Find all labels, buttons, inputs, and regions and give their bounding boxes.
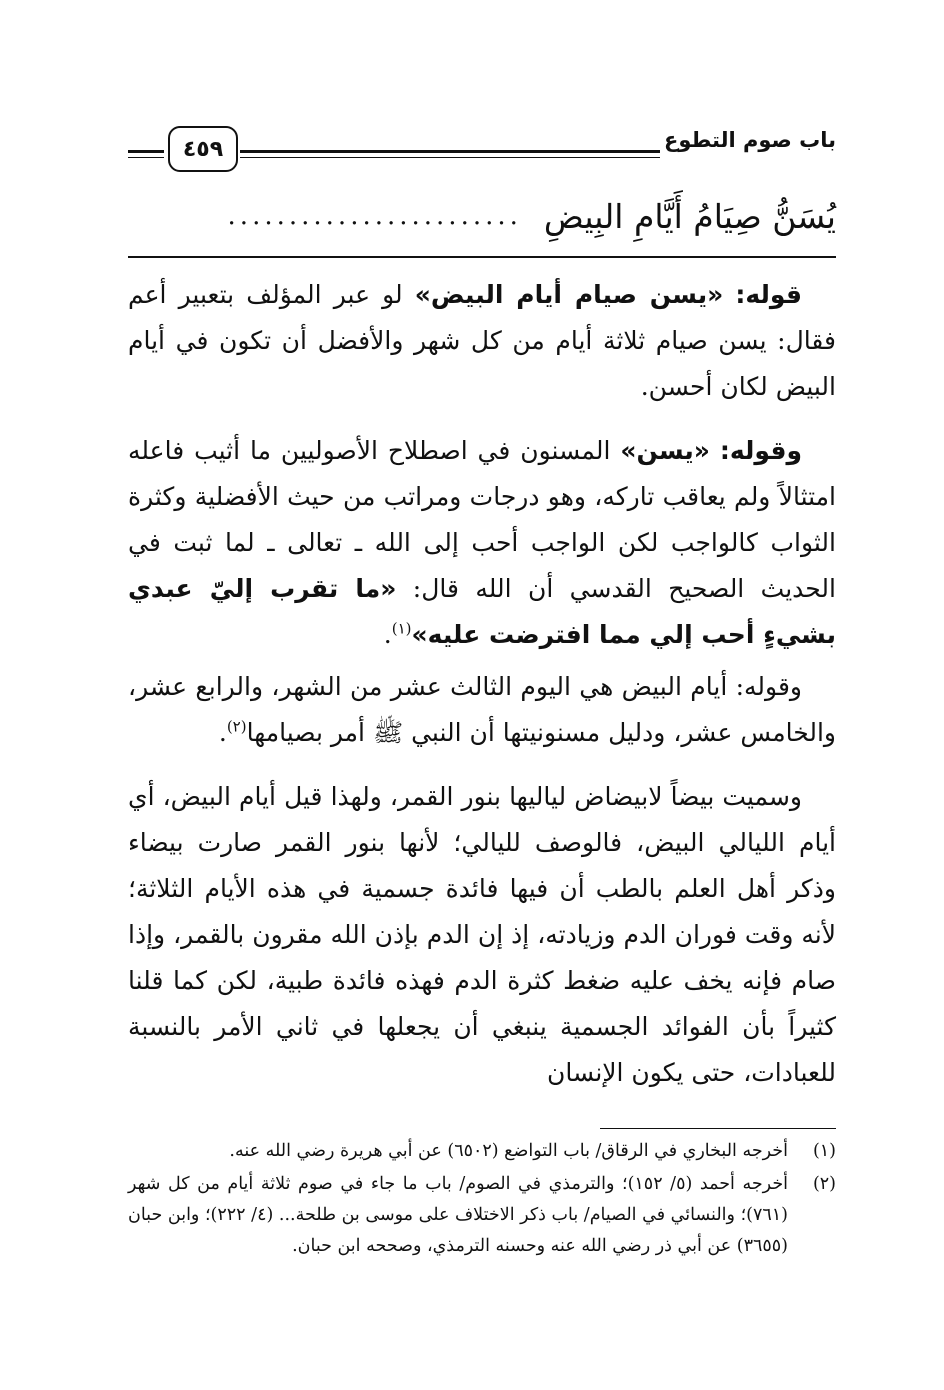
page-number: ٤٥٩ [182, 136, 224, 162]
section-heading [128, 186, 836, 246]
footnote-1 [128, 1136, 836, 1167]
footnote-1-text: أخرجه البخاري في الرقاق/ باب التواضع (٦٥٠٢) عن أبي هريرة رضي الله عنه. [229, 1141, 788, 1161]
footnote-1-number: (١) [812, 1141, 836, 1161]
paragraph-2-lead: وقوله: [719, 436, 802, 465]
header-rule-left [128, 150, 164, 153]
paragraph-1-quote: «يسن صيام أيام البيض» [414, 280, 724, 309]
paragraph-3-text: وقوله: أيام البيض هي اليوم الثالث عشر من الشهر، والرابع عشر، والخامس عشر، ودليل مسنونيتها أن النبي ﷺ أمر بصيامها [128, 672, 836, 747]
paragraph-2-end: . [383, 620, 392, 649]
paragraph-2-hadith: «ما تقرب إليّ عبدي بشيءٍ أحب إلي مما افترضت عليه» [128, 574, 836, 649]
footnotes [128, 1136, 836, 1264]
footnote-2 [128, 1169, 836, 1262]
section-dots: ........................ [227, 201, 522, 231]
paragraph-3 [128, 664, 836, 756]
section-title: يُسَنُّ صِيَامُ أَيَّامِ البِيضِ [543, 196, 836, 236]
paragraph-2-quote: «يسن» [620, 436, 710, 465]
paragraph-1 [128, 272, 836, 410]
footnote-ref-1[interactable]: (١) [391, 619, 412, 638]
paragraph-2-text: المسنون في اصطلاح الأصوليين ما أثيب فاعله امتثالاً ولم يعاقب تاركه، وهو درجات ومراتب من حيث الأفضلية وكثرة الثواب كالواجب لكن الواجب أحب إلى الله ـ تعالى ـ لما ثبت في الحديث الصحيح القدسي أن الله قال: [128, 436, 836, 603]
header-rule-right [240, 150, 660, 153]
header-rule-left-thin [128, 157, 164, 158]
main-text [128, 272, 836, 1102]
chapter-title: باب صوم التطوع [664, 128, 836, 152]
paragraph-1-text: لو عبر المؤلف بتعبير أعم فقال: يسن صيام ثلاثة أيام من كل شهر والأفضل أن تكون في أيام البيض لكان أحسن. [128, 280, 836, 401]
paragraph-1-lead: قوله: [735, 280, 802, 309]
paragraph-3-end: . [218, 718, 227, 747]
paragraph-4 [128, 774, 836, 1096]
paragraph-2 [128, 428, 836, 658]
footnote-2-number: (٢) [812, 1174, 836, 1194]
footnote-2-text: أخرجه أحمد (٥/ ١٥٢)؛ والترمذي في الصوم/ باب ما جاء في صوم ثلاثة أيام من كل شهر (٧٦١)؛ والنسائي في الصيام/ باب ذكر الاختلاف على موسى بن طلحة... (٤/ ٢٢٢)؛ وابن حبان (٣٦٥٥) عن أبي ذر رضي الله عنه وحسنه الترمذي، وصححه ابن حبان. [128, 1174, 788, 1256]
page-number-frame [168, 126, 238, 172]
paragraph-4-text: وسميت بيضاً لابيضاض لياليها بنور القمر، ولهذا قيل أيام البيض، أي أيام الليالي البيض، فالوصف لليالي؛ لأنها بنور القمر صارت بيضاء وذكر أهل العلم بالطب أن فيها فائدة جسمية في هذه الأيام الثلاثة؛ لأنه وقت فوران الدم وزيادته، إذ إن الدم بإذن الله مقرون بالقمر، وإذا صام فإنه يخف عليه ضغط كثرة الدم فهذه فائدة طبية، لكن كما قلنا كثيراً بأن الفوائد الجسمية ينبغي أن يجعلها في ثاني الأمر بالنسبة للعبادات، حتى يكون الإنسان [128, 782, 836, 1087]
footnote-ref-2[interactable]: (٢) [226, 717, 247, 736]
footnote-separator [600, 1128, 836, 1129]
section-rule [128, 256, 836, 258]
header-rule-right-thin [240, 157, 660, 158]
running-header [128, 124, 836, 174]
